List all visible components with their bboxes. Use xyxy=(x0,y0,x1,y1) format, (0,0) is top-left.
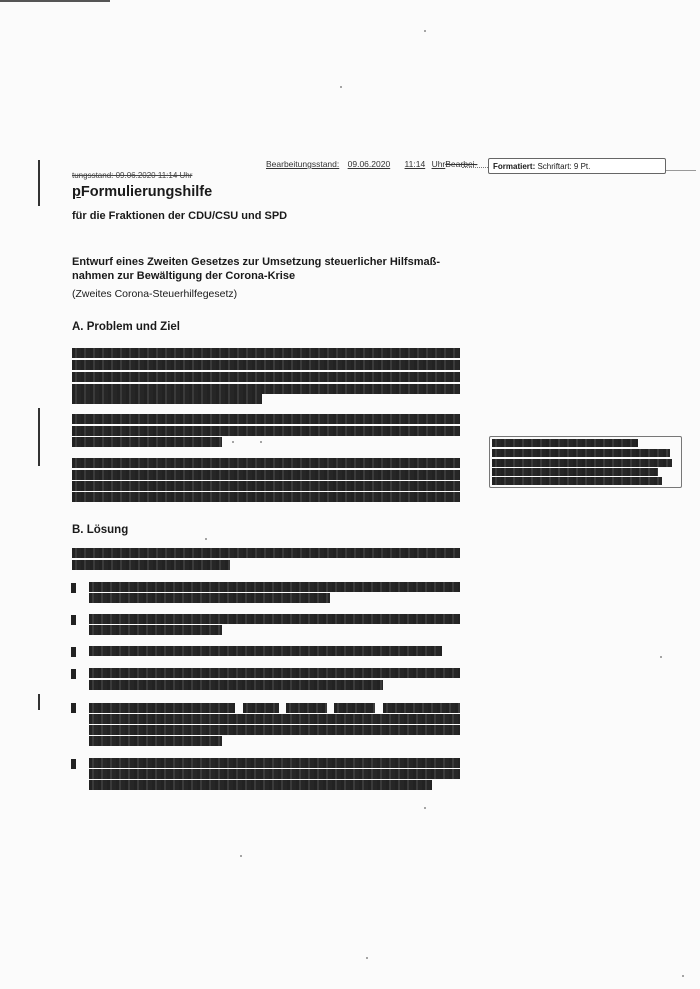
redacted-comment-text xyxy=(492,459,672,467)
redacted-text xyxy=(72,360,460,370)
title-inserted-prefix: p xyxy=(72,184,81,200)
document-subtitle: für die Fraktionen der CDU/CSU und SPD xyxy=(72,210,288,222)
section-a-heading: A. Problem und Ziel xyxy=(72,321,180,333)
redacted-list-item xyxy=(89,769,460,779)
title-text: Formulierungshilfe xyxy=(80,184,213,200)
redacted-text xyxy=(72,470,460,480)
change-bar xyxy=(38,408,40,466)
redacted-list-item xyxy=(89,714,460,724)
revision-time: 11:14 xyxy=(404,159,426,169)
top-edge-line xyxy=(0,0,110,2)
format-comment-text: Schriftart: 9 Pt. xyxy=(537,162,591,171)
redacted-comment-text xyxy=(492,449,670,457)
redacted-list-item xyxy=(89,780,432,790)
change-bar xyxy=(38,160,40,206)
redacted-comment-text xyxy=(492,439,638,447)
revision-header xyxy=(266,159,477,169)
scan-speck xyxy=(660,656,662,658)
format-comment-label: Formatiert: xyxy=(493,162,536,171)
redacted-text xyxy=(72,458,460,468)
redacted-text xyxy=(72,426,460,436)
redacted-list-item xyxy=(89,680,383,690)
list-bullet xyxy=(71,759,76,769)
redacted-list-item xyxy=(89,593,330,603)
scan-speck xyxy=(424,30,426,32)
scan-speck xyxy=(205,538,207,540)
redacted-list-item xyxy=(89,703,235,713)
list-bullet xyxy=(71,647,76,657)
comment-rule xyxy=(666,170,696,171)
redacted-comment-text xyxy=(492,477,662,485)
list-bullet xyxy=(71,669,76,679)
list-bullet xyxy=(71,703,76,713)
redacted-list-item xyxy=(89,725,460,735)
redacted-list-item xyxy=(89,614,460,624)
draft-heading-line2: nahmen zur Bewältigung der Corona-Krise xyxy=(72,270,296,282)
change-bar xyxy=(38,694,40,710)
redacted-list-item xyxy=(383,703,460,713)
redacted-text xyxy=(72,548,460,558)
redacted-list-item xyxy=(89,736,222,746)
redacted-list-item xyxy=(286,703,327,713)
section-b-heading: B. Lösung xyxy=(72,524,129,536)
scan-speck xyxy=(240,855,242,857)
draft-heading xyxy=(72,255,472,283)
redacted-text xyxy=(72,384,460,394)
revision-date: 09.06.2020 xyxy=(347,159,391,169)
revision-inserted: Uhr xyxy=(431,159,446,169)
scan-speck xyxy=(260,441,262,443)
redacted-text xyxy=(72,372,460,382)
draft-heading-line1: Entwurf eines Zweiten Gesetzes zur Umsetzung steuerlicher Hilfsmaß- xyxy=(72,256,440,268)
redacted-text xyxy=(72,437,222,447)
redacted-list-item xyxy=(89,646,442,656)
scan-speck xyxy=(424,807,426,809)
redacted-text xyxy=(72,414,460,424)
scan-speck xyxy=(232,441,234,443)
redacted-text xyxy=(72,560,230,570)
redacted-list-item xyxy=(243,703,279,713)
redacted-text xyxy=(72,481,460,491)
scan-speck xyxy=(366,957,368,959)
redacted-list-item xyxy=(89,668,460,678)
document-title xyxy=(72,184,212,200)
comment-connector xyxy=(462,167,488,168)
revision-deleted: Bearbei- xyxy=(445,159,478,169)
redacted-text xyxy=(72,348,460,358)
revision-old-stand: tungsstand: 09.06.2020 11:14 Uhr xyxy=(72,171,193,180)
redacted-list-item xyxy=(89,758,460,768)
list-bullet xyxy=(71,583,76,593)
list-bullet xyxy=(71,615,76,625)
short-title: (Zweites Corona-Steuerhilfegesetz) xyxy=(72,288,238,300)
redacted-comment-text xyxy=(492,468,658,476)
redacted-list-item xyxy=(89,582,460,592)
scan-speck xyxy=(340,86,342,88)
format-comment-box[interactable] xyxy=(488,158,666,174)
revision-label: Bearbeitungsstand: xyxy=(266,159,340,169)
redacted-list-item xyxy=(89,625,222,635)
redacted-list-item xyxy=(334,703,375,713)
redacted-text xyxy=(72,492,460,502)
redacted-text xyxy=(72,394,262,404)
scan-speck xyxy=(682,975,684,977)
